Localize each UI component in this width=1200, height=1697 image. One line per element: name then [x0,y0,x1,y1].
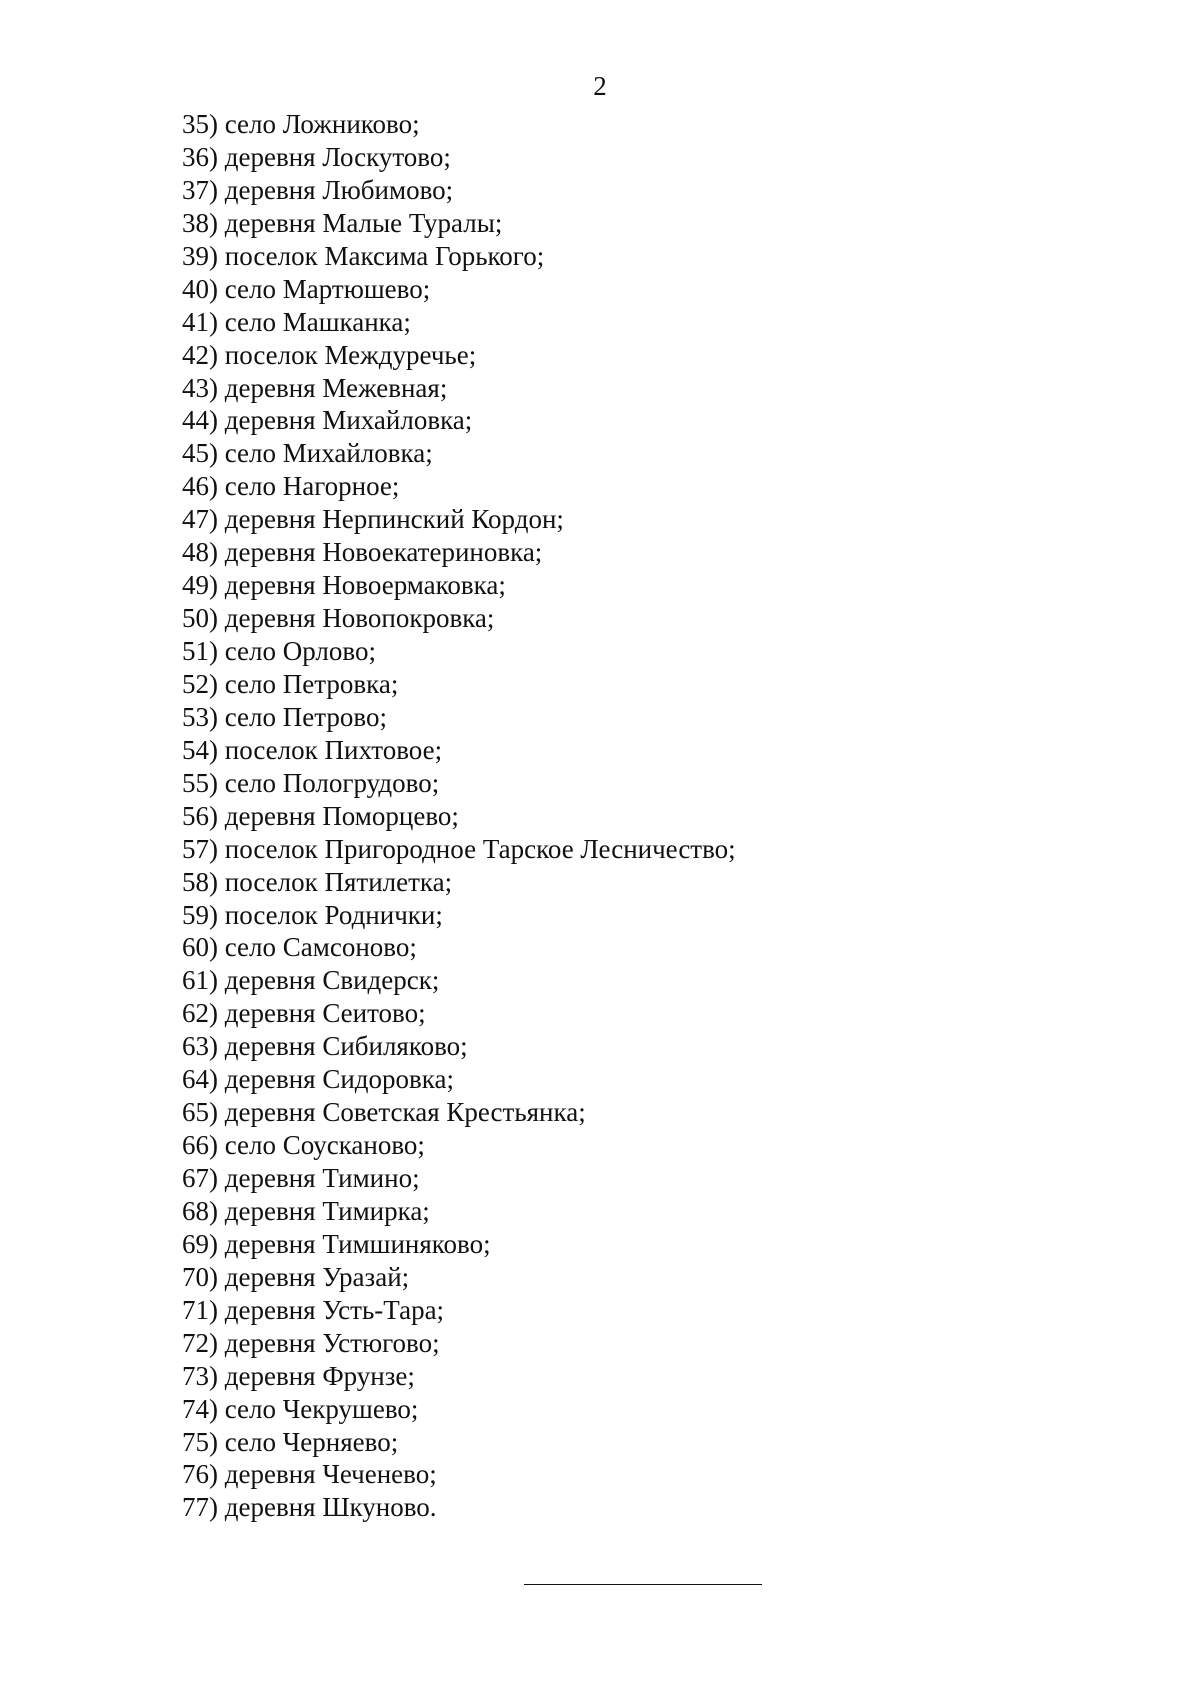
list-item: 62) деревня Сеитово; [182,998,426,1029]
list-item: 73) деревня Фрунзе; [182,1360,415,1391]
list-item: 39) поселок Максима Горького; [182,240,545,271]
list-item: 54) поселок Пихтовое; [182,734,443,765]
list-item: 68) деревня Тимирка; [182,1195,430,1226]
list-item: 56) деревня Поморцево; [182,800,459,831]
list-item: 57) поселок Пригородное Тарское Лесничество; [182,833,736,864]
list-item: 40) село Мартюшево; [182,273,431,304]
list-item: 47) деревня Нерпинский Кордон; [182,504,564,535]
list-item: 43) деревня Межевная; [182,372,448,403]
list-item: 58) поселок Пятилетка; [182,866,453,897]
list-item: 35) село Ложниково; [182,109,420,139]
list-item: 77) деревня Шкуново. [182,1492,437,1523]
list-item: 71) деревня Усть-Тара; [182,1294,445,1325]
list-item: 51) село Орлово; [182,636,376,666]
end-rule [524,1584,762,1585]
list-item: 65) деревня Советская Крестьянка; [182,1097,586,1128]
list-item: 53) село Петрово; [182,701,387,732]
list-item: 69) деревня Тимшиняково; [182,1228,491,1259]
list-item: 59) поселок Роднички; [182,899,443,930]
page-number: 2 [593,71,607,101]
list-item: 55) село Пологрудово; [182,767,440,798]
list-item: 42) поселок Междуречье; [182,339,477,370]
list-item: 50) деревня Новопокровка; [182,603,495,634]
list-item: 48) деревня Новоекатериновка; [182,537,543,568]
list-item: 49) деревня Новоермаковка; [182,570,506,601]
settlement-list [182,108,736,1524]
list-item: 74) село Чекрушево; [182,1393,419,1424]
list-item: 60) село Самсоново; [182,932,417,963]
list-item: 70) деревня Уразай; [182,1261,410,1292]
list-item: 46) село Нагорное; [182,471,400,502]
list-item: 38) деревня Малые Туралы; [182,207,503,238]
list-item: 61) деревня Свидерск; [182,965,440,996]
list-item: 76) деревня Чеченево; [182,1459,437,1490]
list-item: 44) деревня Михайловка; [182,405,473,436]
list-item: 67) деревня Тимино; [182,1163,420,1193]
list-item: 36) деревня Лоскутово; [182,141,451,172]
list-item: 75) село Черняево; [182,1426,399,1457]
list-item: 64) деревня Сидоровка; [182,1064,454,1095]
list-item: 37) деревня Любимово; [182,174,454,205]
list-item: 72) деревня Устюгово; [182,1327,440,1358]
list-item: 66) село Соусканово; [182,1130,425,1161]
list-item: 52) село Петровка; [182,668,399,699]
list-item: 41) село Машканка; [182,306,411,337]
list-item: 63) деревня Сибиляково; [182,1031,468,1062]
list-item: 45) село Михайловка; [182,438,433,469]
